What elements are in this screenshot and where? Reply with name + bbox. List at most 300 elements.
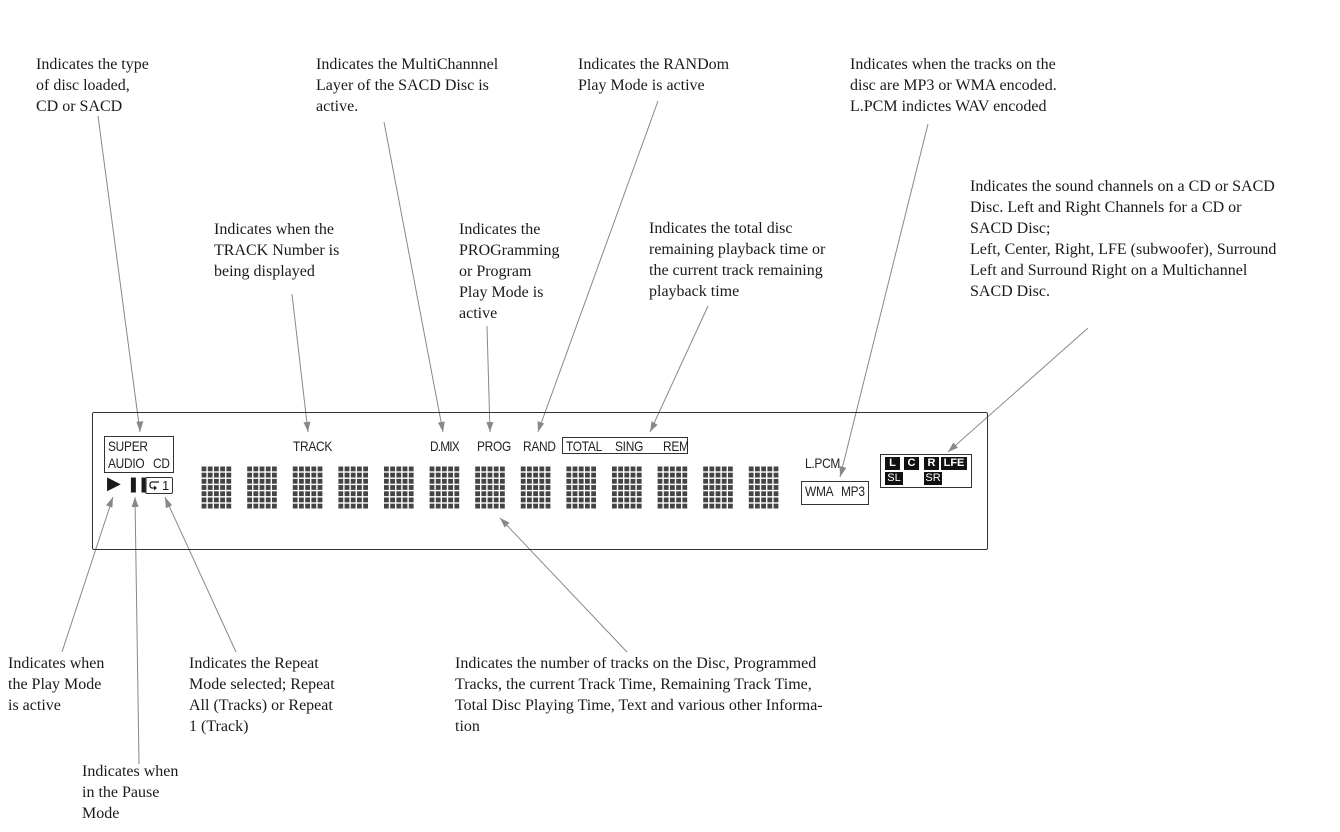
matrix-dot <box>618 479 623 484</box>
matrix-dot <box>755 467 760 472</box>
matrix-dot <box>676 473 681 478</box>
matrix-dot <box>658 473 663 478</box>
matrix-dot <box>774 479 779 484</box>
matrix-dot <box>774 473 779 478</box>
matrix-dot <box>573 485 578 490</box>
matrix-dot <box>345 491 350 496</box>
matrix-dot <box>494 467 499 472</box>
matrix-dot <box>357 498 362 503</box>
annotation-repeat: Indicates the Repeat Mode selected; Repeat All (Tracks) or Repeat 1 (Track) <box>189 655 335 735</box>
matrix-dot <box>390 491 395 496</box>
matrix-dot <box>539 479 544 484</box>
annotation-remaining-time: Indicates the total disc remaining playback time or the current track remaining playback time <box>649 220 826 300</box>
matrix-dot <box>363 504 368 509</box>
matrix-dot <box>618 473 623 478</box>
matrix-dot <box>403 504 408 509</box>
matrix-dot <box>403 467 408 472</box>
matrix-dot <box>591 485 596 490</box>
matrix-dot <box>521 504 526 509</box>
matrix-dot <box>767 467 772 472</box>
matrix-dot <box>670 491 675 496</box>
matrix-dot <box>448 498 453 503</box>
matrix-dot <box>454 473 459 478</box>
matrix-dot <box>345 467 350 472</box>
matrix-dot <box>749 467 754 472</box>
matrix-dot <box>624 479 629 484</box>
matrix-dot <box>351 491 356 496</box>
matrix-dot <box>703 491 708 496</box>
matrix-dot <box>202 479 207 484</box>
matrix-dot <box>682 479 687 484</box>
matrix-dot <box>612 498 617 503</box>
matrix-dot <box>521 498 526 503</box>
matrix-dot <box>299 498 304 503</box>
matrix-dot <box>481 485 486 490</box>
matrix-dot <box>670 479 675 484</box>
matrix-dot <box>670 473 675 478</box>
repeat-one-label: 1 <box>162 478 170 493</box>
matrix-dot <box>591 467 596 472</box>
matrix-dot <box>612 473 617 478</box>
matrix-dot <box>202 485 207 490</box>
matrix-dot <box>566 479 571 484</box>
matrix-dot <box>579 467 584 472</box>
matrix-dot <box>253 498 258 503</box>
matrix-dot <box>247 491 252 496</box>
audio-label: AUDIO <box>108 455 145 471</box>
matrix-dot <box>533 498 538 503</box>
matrix-dot <box>266 504 271 509</box>
matrix-dot <box>436 498 441 503</box>
matrix-dot <box>539 485 544 490</box>
matrix-dot <box>226 485 231 490</box>
matrix-dot <box>253 467 258 472</box>
matrix-dot <box>357 479 362 484</box>
matrix-dot <box>272 473 277 478</box>
matrix-character-13 <box>749 467 779 509</box>
matrix-dot <box>761 498 766 503</box>
matrix-dot <box>318 485 323 490</box>
matrix-dot <box>682 491 687 496</box>
matrix-dot <box>624 504 629 509</box>
matrix-dot <box>351 479 356 484</box>
matrix-dot <box>220 498 225 503</box>
track-indicator: TRACK <box>293 438 333 454</box>
matrix-dot <box>612 504 617 509</box>
lpcm-indicator: L.PCM <box>805 455 841 471</box>
matrix-dot <box>448 473 453 478</box>
matrix-dot <box>670 504 675 509</box>
matrix-dot <box>409 491 414 496</box>
matrix-dot <box>214 479 219 484</box>
matrix-dot <box>500 473 505 478</box>
matrix-dot <box>299 467 304 472</box>
matrix-dot <box>318 473 323 478</box>
matrix-dot <box>612 479 617 484</box>
matrix-dot <box>573 467 578 472</box>
matrix-dot <box>767 473 772 478</box>
matrix-dot <box>494 504 499 509</box>
matrix-character-10 <box>612 467 642 509</box>
pause-icon: ❚❚ <box>127 475 149 493</box>
matrix-dot <box>436 491 441 496</box>
matrix-dot <box>351 473 356 478</box>
matrix-dot <box>214 473 219 478</box>
matrix-dot <box>658 498 663 503</box>
matrix-dot <box>670 467 675 472</box>
matrix-dot <box>409 479 414 484</box>
matrix-dot <box>637 504 642 509</box>
matrix-dot <box>728 498 733 503</box>
matrix-dot <box>272 498 277 503</box>
matrix-dot <box>220 491 225 496</box>
matrix-dot <box>527 485 532 490</box>
matrix-dot <box>624 473 629 478</box>
matrix-dot <box>311 473 316 478</box>
matrix-dot <box>247 467 252 472</box>
matrix-dot <box>338 479 343 484</box>
matrix-dot <box>664 504 669 509</box>
matrix-dot <box>585 479 590 484</box>
matrix-dot <box>637 479 642 484</box>
matrix-dot <box>430 479 435 484</box>
matrix-dot <box>430 485 435 490</box>
matrix-dot <box>260 467 265 472</box>
matrix-dot <box>409 467 414 472</box>
matrix-dot <box>299 479 304 484</box>
matrix-dot <box>749 485 754 490</box>
matrix-dot <box>338 498 343 503</box>
matrix-dot <box>396 473 401 478</box>
matrix-dot <box>390 504 395 509</box>
matrix-dot <box>774 467 779 472</box>
matrix-dot <box>624 485 629 490</box>
matrix-dot <box>539 491 544 496</box>
matrix-dot <box>226 473 231 478</box>
sing-indicator: SING <box>615 438 644 454</box>
matrix-dot <box>585 485 590 490</box>
matrix-dot <box>755 491 760 496</box>
matrix-dot <box>670 498 675 503</box>
matrix-dot <box>755 473 760 478</box>
matrix-dot <box>716 479 721 484</box>
matrix-dot <box>345 504 350 509</box>
matrix-dot <box>722 467 727 472</box>
matrix-dot <box>266 491 271 496</box>
total-indicator: TOTAL <box>566 438 602 454</box>
channel-c: C <box>904 457 919 470</box>
matrix-dot <box>481 504 486 509</box>
matrix-dot <box>363 473 368 478</box>
matrix-dot <box>363 479 368 484</box>
matrix-dot <box>521 473 526 478</box>
matrix-dot <box>670 485 675 490</box>
matrix-dot <box>226 498 231 503</box>
matrix-dot <box>208 467 213 472</box>
matrix-dot <box>299 485 304 490</box>
matrix-dot <box>311 491 316 496</box>
matrix-dot <box>293 491 298 496</box>
matrix-dot <box>214 498 219 503</box>
matrix-dot <box>546 479 551 484</box>
matrix-dot <box>430 491 435 496</box>
matrix-dot <box>351 498 356 503</box>
super-label: SUPER <box>108 438 148 454</box>
matrix-dot <box>573 473 578 478</box>
matrix-dot <box>436 485 441 490</box>
matrix-dot <box>409 473 414 478</box>
matrix-dot <box>481 498 486 503</box>
annotation-program: Indicates the PROGramming or Program Play Mode is active <box>459 221 560 322</box>
matrix-dot <box>618 485 623 490</box>
matrix-dot <box>488 485 493 490</box>
matrix-dot <box>202 504 207 509</box>
matrix-dot <box>658 504 663 509</box>
matrix-dot <box>253 479 258 484</box>
matrix-dot <box>579 498 584 503</box>
matrix-dot <box>208 491 213 496</box>
matrix-dot <box>573 498 578 503</box>
matrix-dot <box>357 485 362 490</box>
matrix-dot <box>272 491 277 496</box>
matrix-dot <box>260 498 265 503</box>
repeat-arrow-icon <box>148 479 162 493</box>
matrix-dot <box>728 467 733 472</box>
matrix-dot <box>272 485 277 490</box>
matrix-dot <box>403 479 408 484</box>
matrix-dot <box>539 498 544 503</box>
matrix-dot <box>716 504 721 509</box>
matrix-dot <box>208 504 213 509</box>
matrix-dot <box>658 479 663 484</box>
matrix-dot <box>767 491 772 496</box>
channel-sr: SR <box>925 472 941 484</box>
annotation-mp3-wma: Indicates when the tracks on the disc are MP3 or WMA encoded. L.PCM indictes WAV encoded <box>850 56 1057 115</box>
matrix-dot <box>409 485 414 490</box>
matrix-dot <box>566 473 571 478</box>
matrix-dot <box>494 479 499 484</box>
matrix-dot <box>624 491 629 496</box>
matrix-dot <box>293 479 298 484</box>
matrix-dot <box>546 504 551 509</box>
matrix-dot <box>709 473 714 478</box>
matrix-dot <box>585 504 590 509</box>
matrix-dot <box>208 485 213 490</box>
matrix-dot <box>220 467 225 472</box>
matrix-dot <box>253 473 258 478</box>
matrix-dot <box>384 504 389 509</box>
matrix-dot <box>442 498 447 503</box>
mp3-indicator: MP3 <box>841 483 865 499</box>
matrix-dot <box>390 473 395 478</box>
matrix-dot <box>579 491 584 496</box>
matrix-dot <box>318 467 323 472</box>
matrix-dot <box>494 498 499 503</box>
matrix-dot <box>214 485 219 490</box>
matrix-dot <box>363 467 368 472</box>
matrix-dot <box>631 504 636 509</box>
matrix-dot <box>260 491 265 496</box>
matrix-dot <box>521 479 526 484</box>
matrix-dot <box>226 479 231 484</box>
matrix-dot <box>311 479 316 484</box>
matrix-dot <box>247 498 252 503</box>
matrix-dot <box>311 504 316 509</box>
rand-indicator: RAND <box>523 438 556 454</box>
matrix-dot <box>351 467 356 472</box>
matrix-dot <box>682 485 687 490</box>
matrix-dot <box>260 504 265 509</box>
matrix-dot <box>396 479 401 484</box>
annotation-pause: Indicates when in the Pause Mode <box>82 763 179 822</box>
matrix-dot <box>202 491 207 496</box>
matrix-dot <box>430 498 435 503</box>
matrix-dot <box>430 467 435 472</box>
matrix-dot <box>266 498 271 503</box>
matrix-dot <box>682 498 687 503</box>
matrix-dot <box>351 485 356 490</box>
matrix-dot <box>226 504 231 509</box>
matrix-dot <box>363 485 368 490</box>
matrix-dot <box>676 485 681 490</box>
matrix-dot <box>527 467 532 472</box>
matrix-dot <box>214 467 219 472</box>
matrix-dot <box>618 491 623 496</box>
matrix-dot <box>220 504 225 509</box>
matrix-dot <box>682 467 687 472</box>
matrix-dot <box>247 504 252 509</box>
matrix-dot <box>226 467 231 472</box>
matrix-dot <box>409 498 414 503</box>
matrix-dot <box>260 473 265 478</box>
matrix-dot <box>442 467 447 472</box>
matrix-dot <box>430 504 435 509</box>
matrix-dot <box>761 485 766 490</box>
matrix-dot <box>390 498 395 503</box>
matrix-character-7 <box>475 467 505 509</box>
matrix-character-8 <box>521 467 551 509</box>
matrix-dot <box>546 467 551 472</box>
matrix-dot <box>566 485 571 490</box>
matrix-dot <box>637 473 642 478</box>
matrix-dot <box>546 473 551 478</box>
matrix-dot <box>311 485 316 490</box>
matrix-dot <box>624 498 629 503</box>
matrix-dot <box>384 479 389 484</box>
matrix-dot <box>208 479 213 484</box>
matrix-dot <box>631 473 636 478</box>
matrix-dot <box>637 467 642 472</box>
matrix-dot <box>202 467 207 472</box>
matrix-dot <box>384 467 389 472</box>
matrix-dot <box>664 485 669 490</box>
matrix-dot <box>533 467 538 472</box>
matrix-dot <box>396 498 401 503</box>
matrix-character-12 <box>703 467 733 509</box>
wma-indicator: WMA <box>805 483 834 499</box>
display-panel <box>92 412 988 550</box>
matrix-dot <box>500 479 505 484</box>
matrix-dot <box>293 498 298 503</box>
matrix-dot <box>533 479 538 484</box>
matrix-dot <box>755 498 760 503</box>
matrix-dot <box>357 467 362 472</box>
matrix-dot <box>703 473 708 478</box>
matrix-dot <box>384 498 389 503</box>
matrix-dot <box>305 504 310 509</box>
matrix-dot <box>716 498 721 503</box>
matrix-dot <box>403 498 408 503</box>
matrix-dot <box>396 504 401 509</box>
dot-matrix-display <box>201 465 801 515</box>
matrix-dot <box>442 491 447 496</box>
matrix-dot <box>755 485 760 490</box>
matrix-dot <box>363 498 368 503</box>
matrix-dot <box>749 504 754 509</box>
matrix-dot <box>774 491 779 496</box>
matrix-dot <box>527 498 532 503</box>
matrix-dot <box>475 504 480 509</box>
matrix-dot <box>442 479 447 484</box>
matrix-dot <box>266 485 271 490</box>
matrix-dot <box>774 485 779 490</box>
matrix-dot <box>761 491 766 496</box>
matrix-dot <box>481 491 486 496</box>
matrix-dot <box>624 467 629 472</box>
repeat-icon <box>145 477 173 494</box>
matrix-dot <box>767 498 772 503</box>
matrix-dot <box>612 467 617 472</box>
matrix-dot <box>436 473 441 478</box>
matrix-dot <box>637 498 642 503</box>
matrix-dot <box>318 498 323 503</box>
matrix-character-9 <box>566 467 596 509</box>
matrix-dot <box>591 479 596 484</box>
matrix-dot <box>260 485 265 490</box>
matrix-dot <box>488 467 493 472</box>
matrix-dot <box>448 491 453 496</box>
matrix-dot <box>345 485 350 490</box>
matrix-dot <box>585 498 590 503</box>
channel-sl: SL <box>885 472 903 485</box>
matrix-character-5 <box>384 467 414 509</box>
matrix-dot <box>527 504 532 509</box>
matrix-dot <box>722 498 727 503</box>
matrix-dot <box>488 498 493 503</box>
matrix-dot <box>338 467 343 472</box>
matrix-dot <box>709 467 714 472</box>
matrix-dot <box>305 485 310 490</box>
matrix-dot <box>591 504 596 509</box>
matrix-dot <box>318 504 323 509</box>
matrix-dot <box>709 498 714 503</box>
matrix-dot <box>384 473 389 478</box>
matrix-dot <box>272 479 277 484</box>
matrix-dot <box>396 491 401 496</box>
matrix-dot <box>631 479 636 484</box>
matrix-dot <box>403 485 408 490</box>
matrix-dot <box>539 473 544 478</box>
matrix-dot <box>311 467 316 472</box>
matrix-dot <box>664 498 669 503</box>
matrix-dot <box>500 498 505 503</box>
matrix-dot <box>703 467 708 472</box>
matrix-dot <box>305 479 310 484</box>
matrix-dot <box>475 485 480 490</box>
matrix-dot <box>709 491 714 496</box>
matrix-dot <box>390 467 395 472</box>
matrix-dot <box>703 504 708 509</box>
